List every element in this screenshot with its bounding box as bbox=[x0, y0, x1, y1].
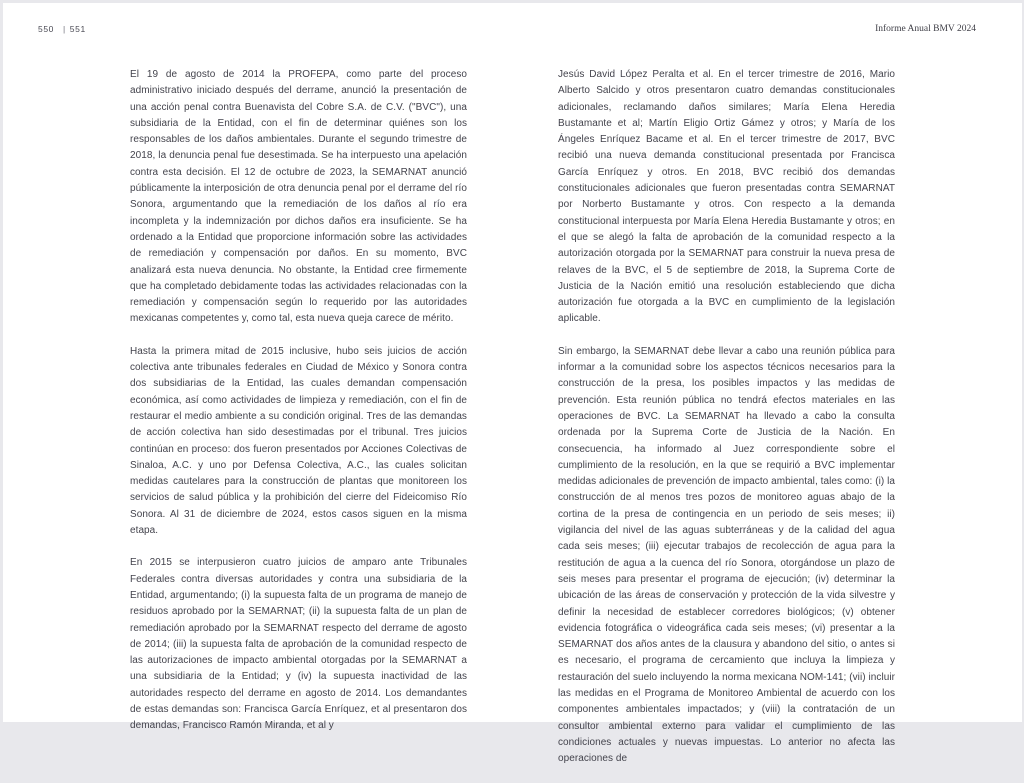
left-column bbox=[130, 67, 467, 783]
paragraph: Sin embargo, la SEMARNAT debe llevar a cabo una reunión pública para informar a la comunidad sobre los aspectos técnicos necesarios para la construcción de la presa, los posibles impactos y las medidas de prevención. Esta reunión pública no tendrá efectos materiales en las operaciones de BVC. La SEMARNAT ha llevado a cabo la consulta ordenada por la Suprema Corte de Justicia de la Nación. En consecuencia, ha informado al Juez correspondiente sobre el cumplimiento de la resolución, en la que se requirió a BVC implementar medidas adicionales de prevención de impacto ambiental, tales como: (i) la construcción de al menos tres pozos de monitoreo aguas abajo de la cortina de la presa de contingencia en un periodo de seis meses; ii) vigilancia del nivel de las aguas subterráneas y de la calidad del agua cada seis meses; (iii) ejecutar trabajos de recolección de agua para la restitución de agua a la cuenca del río Sonora, otorgándose un plazo de seis meses para presentar el programa de ejecución; (iv) determinar la ubicación de las áreas de conservación y protección de la vida silvestre y definir la necesidad de establecer corredores biológicos; (v) obtener evidencia fotográfica o videográfica cada seis meses; (vi) presentar a la SEMARNAT dos años antes de la clausura y abandono del sitio, o antes si es necesario, el programa de cercamiento que incluya la limpieza y restauración del suelo incluyendo la norma mexicana NOM-141; (vii) incluir las medidas en el Programa de Monitoreo Ambiental de acuerdo con los componentes ambientales impactados; y (viii) la contratación de un consultor ambiental externo para validar el cumplimiento de las condiciones actuales y nuevas impuestas. Lo anterior no afecta las operaciones de bbox=[558, 344, 895, 768]
paragraph: El 19 de agosto de 2014 la PROFEPA, como parte del proceso administrativo iniciado después del derrame, anunció la presentación de una acción penal contra Buenavista del Cobre S.A. de C.V. ("BVC"), una subsidiaria de la Entidad, con el fin de determinar quiénes son los responsables de los daños ambientales. Durante el segundo trimestre de 2018, la denuncia penal fue desestimada. Se ha interpuesto una apelación contra esta decisión. El 12 de octubre de 2023, la SEMARNAT anunció públicamente la interposición de otra denuncia penal por el derrame del río Sonora, argumentando que la remediación de los daños al río era incompleta y la indemnización por dichos daños era insuficiente. Se ha ordenado a la Entidad que proporcione información sobre las actividades de remediación y compensación por daños. En su momento, BVC analizará esta nueva denuncia. No obstante, la Entidad cree firmemente que ha completado debidamente todas las actividades relacionadas con la remediación y compensación según lo requerido por las autoridades mexicanas competentes y, como tal, esta nueva queja carece de mérito. bbox=[130, 67, 467, 328]
paragraph: Jesús David López Peralta et al. En el tercer trimestre de 2016, Mario Alberto Salcido y otros presentaron cuatro demandas constitucionales adicionales, reclamando daños similares; María Elena Heredia Bustamante et al; Martín Eligio Ortiz Gámez y otros; y María de los Ángeles Enríquez Bacame et al. En el tercer trimestre de 2017, BVC recibió una nueva demanda constitucional presentada por Francisca García Enríquez y otros. En 2018, BVC recibió dos demandas constitucionales adicionales que fueron presentadas contra SEMARNAT por Norberto Bustamante y otros. Con respecto a la demanda constitucional interpuesta por María Elena Heredia Bustamante y otros; en el que se alegó la falta de aprobación de la comunidad respecto a la autorización otorgada por la SEMARNAT para construir la nueva presa de relaves de la BVC, el 5 de septiembre de 2018, la Suprema Corte de Justicia de la Nación emitió una resolución estableciendo que dicha autorización fue otorgada a la BVC en cumplimiento de la legislación aplicable. bbox=[558, 67, 895, 328]
paragraph: En 2015 se interpusieron cuatro juicios de amparo ante Tribunales Federales contra diversas autoridades y contra una subsidiaria de la Entidad, argumentando; (i) la supuesta falta de un programa de manejo de residuos aprobado por la SEMARNAT; (ii) la supuesta falta de un plan de remediación aprobado por la SEMARNAT respecto del derrame de agosto de 2014; (iii) la supuesta falta de aprobación de la comunidad respecto de las autorizaciones de impacto ambiental otorgadas por la SEMARNAT a una subsidiaria de la Entidad; y (iv) la supuesta inactividad de las autoridades respecto del derrame en agosto de 2014. Los demandantes de estas demandas son: Francisca García Enríquez, et al presentaron dos demandas, Francisco Ramón Miranda, et al y bbox=[130, 555, 467, 734]
paragraph: Hasta la primera mitad de 2015 inclusive, hubo seis juicios de acción colectiva ante tribunales federales en Ciudad de México y Sonora contra dos subsidiarias de la Entidad, las cuales demandan compensación económica, así como actividades de limpieza y remediación, con el fin de restaurar el medio ambiente a su condición original. Tres de las demandas de acción colectiva han sido desestimadas por el tribunal. Tres juicios continúan en proceso: dos fueron presentados por Acciones Colectivas de Sinaloa, A.C. y uno por Defensa Colectiva, A.C., las cuales solicitan medidas cautelares para la construcción de plantas que monitoreen los servicios de salud pública y la prohibición del cierre del Fideicomiso Río Sonora. Al 31 de diciembre de 2024, estos casos siguen en la misma etapa. bbox=[130, 344, 467, 540]
text-body bbox=[130, 67, 895, 783]
page-numbers bbox=[38, 24, 86, 34]
report-title: Informe Anual BMV 2024 bbox=[875, 24, 976, 34]
page-number-left: 550 bbox=[38, 24, 54, 34]
document-page bbox=[3, 3, 1022, 722]
page-number-divider: | bbox=[63, 24, 66, 34]
page-number-right: 551 bbox=[70, 24, 86, 34]
right-column bbox=[558, 67, 895, 783]
